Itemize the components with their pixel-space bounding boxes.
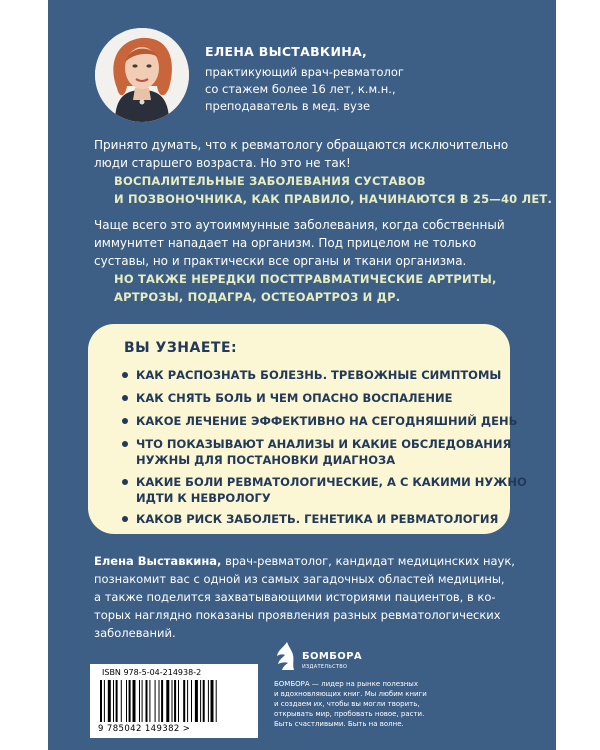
paragraph-line: Чаще всего это аутоиммунные заболевания, когда собственный bbox=[94, 218, 505, 232]
publisher-desc-line: открывать мир, пробовать новое, расти. bbox=[274, 710, 425, 718]
bullet-icon bbox=[122, 418, 128, 424]
barcode-bar bbox=[149, 680, 150, 722]
learn-item-text: КАКОВ РИСК ЗАБОЛЕТЬ. ГЕНЕТИКА И РЕВМАТОЛОГИЯ bbox=[136, 512, 499, 526]
learn-item-text: КАКИЕ БОЛИ РЕВМАТОЛОГИЧЕСКИЕ, А С КАКИМИ НУЖНО bbox=[136, 475, 527, 489]
summary-line-rest: врач-ревматолог, кандидат медицинских наук, bbox=[221, 554, 515, 568]
bullet-icon bbox=[122, 395, 128, 401]
barcode-number: 9 785042 149382 > bbox=[98, 724, 191, 734]
publisher-name: БОМБОРА bbox=[302, 651, 363, 662]
barcode-icon bbox=[98, 680, 250, 724]
paragraph-line: суставы, но и практически все органы и ткани организма. bbox=[94, 254, 467, 268]
barcode-bar bbox=[200, 680, 201, 722]
author-desc-line: практикующий врач-ревматолог bbox=[205, 65, 404, 79]
barcode-bar bbox=[100, 680, 102, 722]
bullet-icon bbox=[122, 441, 128, 447]
highlight-line: АРТРОЗЫ, ПОДАГРА, ОСТЕОАРТРОЗ И ДР. bbox=[114, 290, 401, 304]
barcode-bar bbox=[116, 680, 118, 722]
paragraph-line: иммунитет нападает на организм. Под прицелом не только bbox=[94, 236, 477, 250]
publisher-description bbox=[274, 679, 427, 729]
barcode-bar bbox=[211, 680, 214, 722]
bullet-icon bbox=[122, 479, 128, 485]
publisher-subtitle: ИЗДАТЕЛЬСТВО bbox=[302, 664, 348, 670]
barcode-bar bbox=[187, 680, 188, 722]
highlight-age bbox=[114, 172, 552, 208]
summary-line: заболеваний. bbox=[94, 626, 176, 640]
author-desc-line: преподаватель в мед. вузе bbox=[205, 99, 371, 113]
author-name: ЕЛЕНА ВЫСТАВКИНА, bbox=[205, 44, 367, 59]
isbn-text: ISBN 978-5-04-214938-2 bbox=[102, 668, 202, 677]
author-desc-line: со стажем более 16 лет, к.м.н., bbox=[205, 82, 396, 96]
learn-title: ВЫ УЗНАЕТЕ: bbox=[124, 340, 238, 356]
bullet-icon bbox=[122, 372, 128, 378]
summary-author-name: Елена Выставкина, bbox=[94, 554, 222, 568]
barcode-bar bbox=[159, 680, 160, 722]
bullet-icon bbox=[122, 516, 128, 522]
intro-line: Принято думать, что к ревматологу обращаются исключительно bbox=[94, 138, 509, 152]
barcode-bar bbox=[129, 680, 131, 722]
barcode-bar bbox=[208, 680, 209, 722]
author-description bbox=[205, 64, 404, 115]
barcode-bar bbox=[161, 680, 163, 722]
intro-paragraph bbox=[94, 136, 508, 172]
summary-line: торых наглядно показаны проявления разных ревматологических bbox=[94, 608, 501, 622]
learn-item-text: ИДТИ К НЕВРОЛОГУ bbox=[136, 491, 271, 505]
barcode-bar bbox=[146, 680, 148, 722]
barcode-bar bbox=[126, 680, 127, 722]
barcode-bar bbox=[113, 680, 114, 722]
learn-item-text: НУЖНЫ ДЛЯ ПОСТАНОВКИ ДИАГНОЗА bbox=[136, 453, 396, 467]
barcode-bar bbox=[183, 680, 185, 722]
publisher-desc-line: и вдохновляющих книг. Мы любим книги bbox=[274, 690, 427, 698]
learn-item-text: КАКОЕ ЛЕЧЕНИЕ ЭФФЕКТИВНО НА СЕГОДНЯШНИЙ ДЕНЬ bbox=[136, 414, 518, 428]
book-back-cover bbox=[48, 0, 556, 750]
barcode-bar bbox=[121, 680, 122, 722]
barcode-bar bbox=[174, 680, 176, 722]
you-will-learn-box bbox=[88, 324, 527, 534]
learn-item-text: КАК СНЯТЬ БОЛЬ И ЧЕМ ОПАСНО ВОСПАЛЕНИЕ bbox=[136, 391, 453, 405]
barcode-bar bbox=[104, 680, 105, 722]
barcode-panel bbox=[90, 664, 258, 738]
learn-item-text: КАК РАСПОЗНАТЬ БОЛЕЗНЬ. ТРЕВОЖНЫЕ СИМПТОМЫ bbox=[136, 368, 502, 382]
highlight-line: ВОСПАЛИТЕЛЬНЫЕ ЗАБОЛЕВАНИЯ СУСТАВОВ bbox=[114, 174, 426, 188]
barcode-bar bbox=[216, 680, 217, 722]
barcode-bar bbox=[142, 680, 143, 722]
highlight-line: НО ТАКЖЕ НЕРЕДКИ ПОСТТРАВМАТИЧЕСКИЕ АРТРИТЫ, bbox=[114, 272, 497, 286]
publisher-desc-line: БОМБОРА — лидер на рынке полезных bbox=[274, 680, 418, 688]
highlight-arthritis bbox=[114, 270, 497, 306]
highlight-line: И ПОЗВОНОЧНИКА, КАК ПРАВИЛО, НАЧИНАЮТСЯ В 25—40 ЛЕТ. bbox=[114, 192, 553, 206]
intro-line: люди старшего возраста. Но это не так! bbox=[94, 156, 351, 170]
author-photo bbox=[95, 28, 189, 122]
barcode-bar bbox=[133, 680, 136, 722]
publisher-desc-line: и создаем их, чтобы вы могли творить, bbox=[274, 700, 420, 708]
barcode-bar bbox=[172, 680, 173, 722]
summary-line: а также поделится захватывающими историями пациентов, в ко- bbox=[94, 590, 496, 604]
barcode-bar bbox=[191, 680, 192, 722]
learn-item-text: ЧТО ПОКАЗЫВАЮТ АНАЛИЗЫ И КАКИЕ ОБСЛЕДОВАНИЯ bbox=[136, 437, 512, 451]
barcode-bar bbox=[108, 680, 111, 722]
barcode-bar bbox=[203, 680, 205, 722]
barcode-bar bbox=[195, 680, 198, 722]
barcode-bar bbox=[155, 680, 156, 722]
bombora-logo-icon bbox=[274, 640, 300, 672]
author-portrait-illustration bbox=[95, 28, 189, 122]
summary-line bbox=[94, 552, 515, 570]
autoimmune-paragraph bbox=[94, 216, 505, 270]
barcode-bar bbox=[166, 680, 169, 722]
barcode-bar bbox=[178, 680, 179, 722]
publisher-desc-line: Быть счастливыми. Быть на волне. bbox=[274, 720, 404, 728]
summary-line: познакомит вас с одной из самых загадочных областей медицины, bbox=[94, 572, 505, 586]
author-summary-paragraph bbox=[94, 552, 515, 642]
barcode-bar bbox=[139, 680, 140, 722]
